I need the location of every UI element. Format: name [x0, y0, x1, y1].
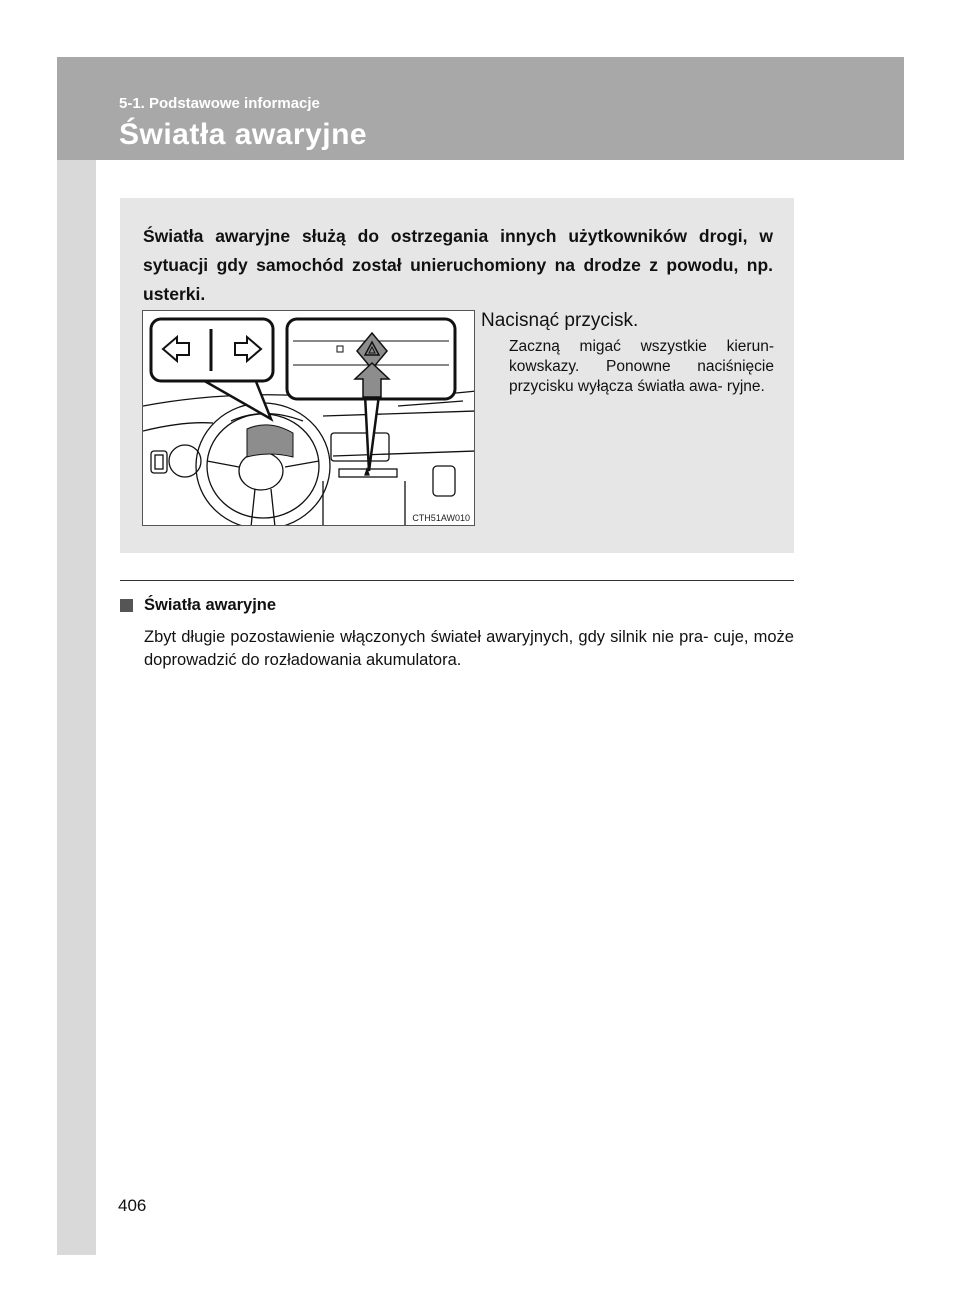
page-title: Światła awaryjne	[119, 118, 368, 151]
info-box	[120, 198, 794, 553]
note-body: Zbyt długie pozostawienie włączonych świateł awaryjnych, gdy silnik nie pra- cuje, może doprowadzić do rozładowania akumulatora.	[144, 628, 794, 669]
square-bullet-icon	[120, 599, 133, 612]
illustration-code: CTH51AW010	[412, 513, 470, 523]
note-heading: Światła awaryjne	[144, 596, 277, 614]
hazard-button-callout	[287, 319, 455, 471]
step-title: Nacisnąć przycisk.	[481, 310, 639, 331]
section-label: 5-1. Podstawowe informacje	[119, 95, 320, 112]
left-margin-strip	[57, 160, 96, 1255]
dashboard-illustration	[142, 310, 475, 526]
intro-text: Światła awaryjne służą do ostrzegania innych użytkowników drogi, w sytuacji gdy samochód został unieruchomiony na drodze z powodu, np. usterki.	[143, 226, 773, 304]
dashboard-drawing	[143, 311, 475, 526]
turn-signal-callout	[151, 319, 273, 419]
section-divider	[120, 580, 794, 581]
step-description: Zaczną migać wszystkie kierun- kowskazy. Ponowne naciśnięcie przycisku wyłącza światła awa- ryjne.	[509, 338, 774, 395]
page-header	[57, 57, 904, 160]
page-number: 406	[118, 1196, 147, 1215]
